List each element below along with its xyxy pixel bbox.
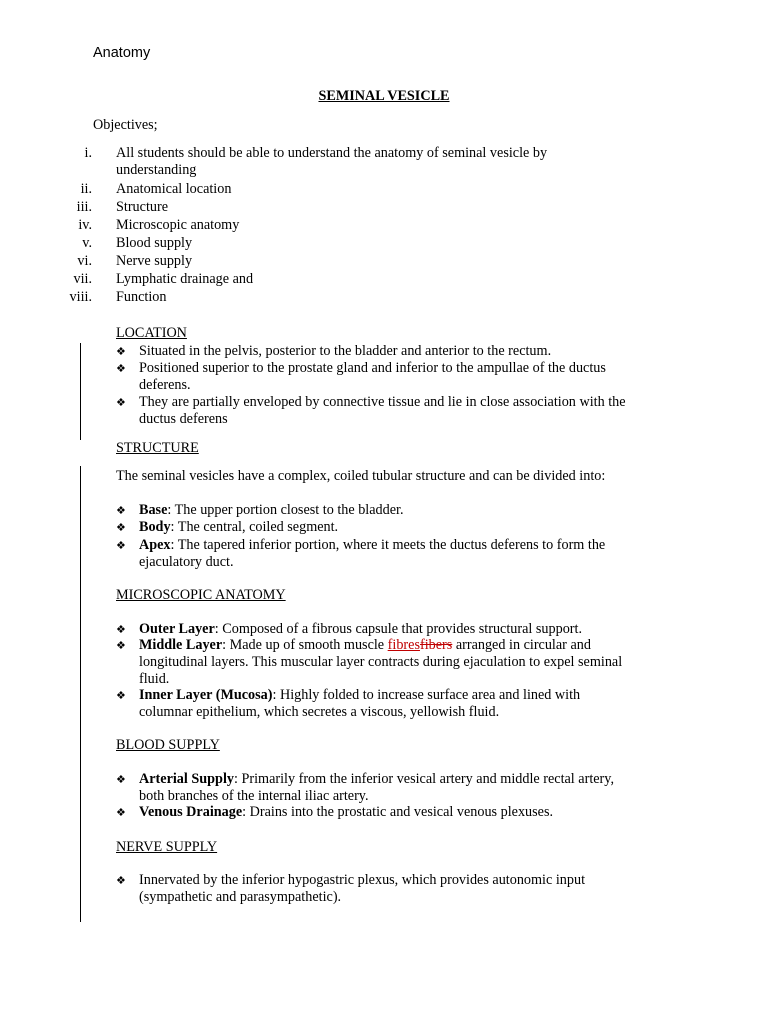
objective-number: ii. [80, 181, 92, 197]
objective-number: vii. [73, 271, 92, 287]
objective-text: All students should be able to understand the anatomy of seminal vesicle by [116, 145, 548, 161]
bullet-icon: ❖ [116, 624, 126, 636]
definition-text: : Drains into the prostatic and vesical venous plexuses. [242, 804, 554, 820]
objective-text-continued: understanding [116, 162, 197, 178]
microscopic-bullet [139, 621, 684, 638]
tracked-deletion: fibers [419, 637, 453, 653]
section-heading-blood-supply: BLOOD SUPPLY [116, 737, 220, 753]
revision-bar [80, 343, 81, 440]
location-bullet-text: Positioned superior to the prostate gland and inferior to the ampullae of the ductus [139, 360, 606, 376]
bullet-icon: ❖ [116, 397, 126, 409]
objective-number: viii. [69, 289, 92, 305]
microscopic-bullet-continued: columnar epithelium, which secretes a viscous, yellowish fluid. [139, 704, 500, 720]
tracked-insertion: fibres [387, 637, 420, 653]
objective-number: v. [82, 235, 92, 251]
structure-bullet [139, 519, 684, 536]
running-header: Anatomy [93, 45, 151, 61]
objectives-label: Objectives; [93, 117, 158, 133]
section-heading-location: LOCATION [116, 325, 187, 341]
bullet-icon: ❖ [116, 690, 126, 702]
objective-text: Function [116, 289, 167, 305]
blood-bullet [139, 804, 684, 821]
definition-text: : Composed of a fibrous capsule that provides structural support. [214, 621, 583, 637]
microscopic-bullet-continued: longitudinal layers. This muscular layer contracts during ejaculation to expel seminal [139, 654, 623, 670]
section-heading-microscopic-anatomy: MICROSCOPIC ANATOMY [116, 587, 286, 603]
bullet-icon: ❖ [116, 522, 126, 534]
nerve-bullet-text-continued: (sympathetic and parasympathetic). [139, 889, 342, 905]
blood-bullet-continued: both branches of the internal iliac artery. [139, 788, 369, 804]
bullet-icon: ❖ [116, 505, 126, 517]
bullet-icon: ❖ [116, 363, 126, 375]
definition-text: : The central, coiled segment. [170, 519, 339, 535]
bullet-icon: ❖ [116, 346, 126, 358]
structure-intro: The seminal vesicles have a complex, coiled tubular structure and can be divided into: [116, 468, 606, 484]
term-inner-layer: Inner Layer (Mucosa) [139, 687, 273, 703]
structure-bullet [139, 537, 684, 554]
bullet-icon: ❖ [116, 774, 126, 786]
objective-text: Microscopic anatomy [116, 217, 240, 233]
term-arterial-supply: Arterial Supply [139, 771, 234, 787]
objective-number: iv. [78, 217, 92, 233]
objective-number: i. [84, 145, 92, 161]
bullet-icon: ❖ [116, 640, 126, 652]
location-bullet-text: Situated in the pelvis, posterior to the bladder and anterior to the rectum. [139, 343, 552, 359]
objective-text: Nerve supply [116, 253, 193, 269]
objective-text: Lymphatic drainage and [116, 271, 254, 287]
term-base: Base [139, 502, 168, 518]
location-bullet-text-continued: ductus deferens [139, 411, 228, 427]
section-heading-structure: STRUCTURE [116, 440, 199, 456]
definition-text: : The upper portion closest to the bladder. [167, 502, 404, 518]
bullet-icon: ❖ [116, 807, 126, 819]
structure-bullet-continued: ejaculatory duct. [139, 554, 234, 570]
structure-bullet [139, 502, 684, 519]
section-heading-nerve-supply: NERVE SUPPLY [116, 839, 218, 855]
microscopic-bullet [139, 687, 684, 704]
microscopic-bullet [139, 637, 684, 654]
objective-number: vi. [77, 253, 92, 269]
objective-number: iii. [76, 199, 92, 215]
bullet-icon: ❖ [116, 540, 126, 552]
term-venous-drainage: Venous Drainage [139, 804, 243, 820]
term-middle-layer: Middle Layer [139, 637, 223, 653]
microscopic-bullet-continued: fluid. [139, 671, 170, 687]
blood-bullet [139, 771, 684, 788]
definition-text: : Made up of smooth muscle [222, 637, 388, 653]
revision-bar [80, 466, 81, 922]
objective-text: Structure [116, 199, 169, 215]
objective-text: Anatomical location [116, 181, 232, 197]
location-bullet-text-continued: deferens. [139, 377, 191, 393]
definition-text: : Primarily from the inferior vesical artery and middle rectal artery, [233, 771, 614, 787]
term-outer-layer: Outer Layer [139, 621, 215, 637]
bullet-icon: ❖ [116, 875, 126, 887]
document-title: SEMINAL VESICLE [318, 88, 450, 104]
definition-text: : The tapered inferior portion, where it meets the ductus deferens to form the [170, 537, 606, 553]
definition-text: arranged in circular and [452, 637, 591, 653]
location-bullet-text: They are partially enveloped by connective tissue and lie in close association with the [139, 394, 626, 410]
term-apex: Apex [139, 537, 171, 553]
objective-text: Blood supply [116, 235, 193, 251]
definition-text: : Highly folded to increase surface area and lined with [272, 687, 581, 703]
nerve-bullet-text: Innervated by the inferior hypogastric plexus, which provides autonomic input [139, 872, 586, 888]
term-body: Body [139, 519, 171, 535]
